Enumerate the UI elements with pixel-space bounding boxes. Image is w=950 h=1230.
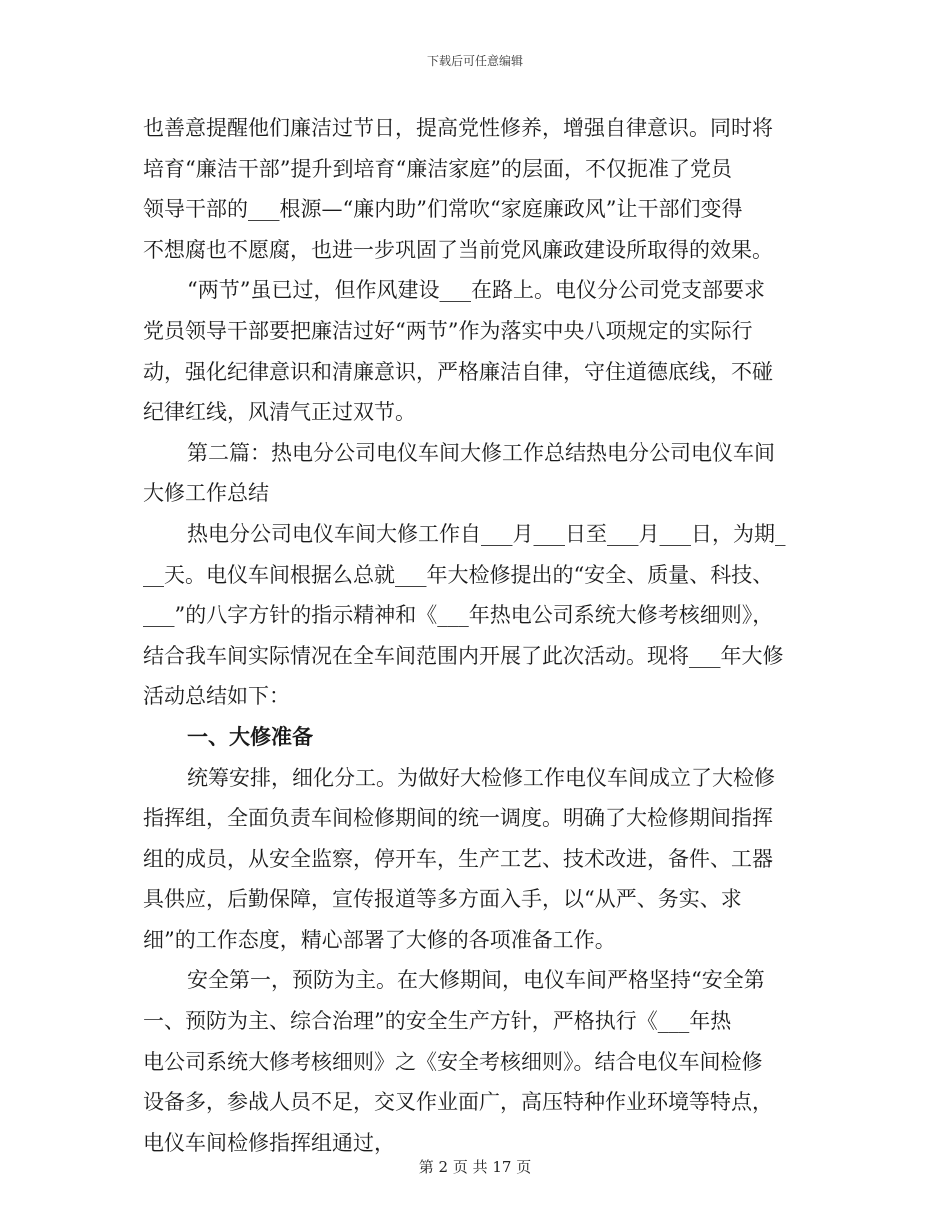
text-line: 培育“廉洁干部”提升到培育“廉洁家庭”的层面，不仅扼准了党员 xyxy=(143,156,732,181)
text-line: 指挥组，全面负责车间检修期间的统一调度。明确了大检修期间指挥 xyxy=(143,806,773,831)
text-line: 组的成员，从安全监察，停开车，生产工艺、技术改进，备件、工器 xyxy=(143,846,773,871)
text-line: 安全第一，预防为主。在大修期间，电仪车间严格坚持“安全第 xyxy=(187,968,765,993)
text-line: 热电分公司电仪车间大修工作自___月___日至___月___日，为期_ xyxy=(187,521,786,546)
page-header: 下载后可任意编辑 xyxy=(426,54,523,68)
section-heading: 一、大修准备 xyxy=(187,724,313,749)
text-line: 第二篇：热电分公司电仪车间大修工作总结热电分公司电仪车间 xyxy=(187,440,775,465)
document-body xyxy=(143,108,813,1163)
text-line: 不想腐也不愿腐，也进一步巩固了当前党风廉政建设所取得的效果。 xyxy=(143,237,773,262)
text-line: 动，强化纪律意识和清廉意识，严格廉洁自律，守住道德底线，不碰 xyxy=(143,359,773,384)
text-line: 具供应，后勤保障，宣传报道等多方面入手，以“从严、务实、求 xyxy=(143,887,742,912)
text-line: 纪律红线，风清气正过双节。 xyxy=(143,400,416,425)
text-line: 领导干部的___根源—“廉内助”们常吹“家庭廉政风”让干部们变得 xyxy=(143,197,743,222)
text-line: __天。电仪车间根据么总就___年大检修提出的“安全、质量、科技、 xyxy=(143,562,774,587)
text-line: 党员领导干部要把廉洁过好“两节”作为落实中央八项规定的实际行 xyxy=(143,318,753,343)
text-line: 电仪车间检修指挥组通过， xyxy=(143,1130,395,1155)
text-line: 电公司系统大修考核细则》之《安全考核细则》。结合电仪车间检修 xyxy=(143,1049,763,1074)
text-line: 细”的工作态度，精心部署了大修的各项准备工作。 xyxy=(143,927,616,952)
page-footer: 第 2 页 共 17 页 xyxy=(418,1158,532,1176)
text-line: 一、预防为主、综合治理”的安全生产方针，严格执行《___年热 xyxy=(143,1009,732,1034)
text-line: 活动总结如下： xyxy=(143,684,290,709)
text-line: 大修工作总结 xyxy=(143,481,269,506)
text-line: “两节”虽已过，但作风建设___在路上。电仪分公司党支部要求 xyxy=(187,278,765,303)
text-line: 结合我车间实际情况在全车间范围内开展了此次活动。现将___年大修 xyxy=(143,643,784,668)
text-line: 也善意提醒他们廉洁过节日，提高党性修养，增强自律意识。同时将 xyxy=(143,116,773,140)
text-line: 设备多，参战人员不足，交叉作业面广，高压特种作业环境等特点， xyxy=(143,1090,773,1115)
text-line: 统筹安排，细化分工。为做好大检修工作电仪车间成立了大检修 xyxy=(187,765,775,790)
text-line: ___”的八字方针的指示精神和《___年热电公司系统大修考核细则》， xyxy=(143,603,774,628)
